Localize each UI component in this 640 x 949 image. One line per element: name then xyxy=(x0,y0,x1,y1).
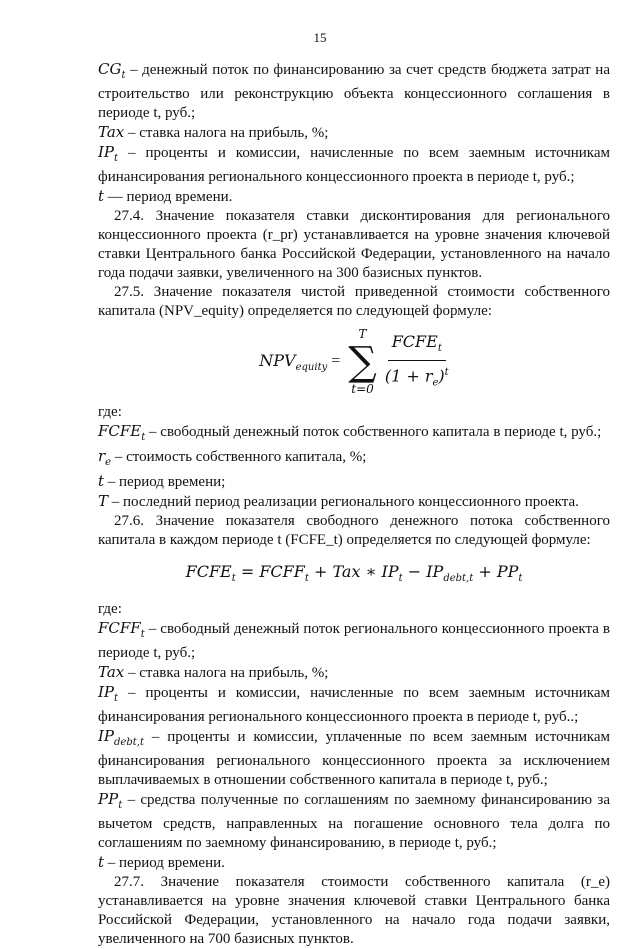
paragraph-27-7: 27.7. Значение показателя стоимости собственного капитала (r_e) устанавливается на уровне значения ключевой ставки Центрального банка Российской Федерации, установленного на начало года подачи заявки, увеличенного на 700 базисных пунктов. xyxy=(98,874,610,948)
def-t-3: t – период времени. xyxy=(98,853,225,872)
npv-formula: $NPV_{equity}$ = T ∑ t=0 $\frac{FCFE_t}{(1 + r_e)^t}$ xyxy=(98,325,610,399)
def-pp: $PP_t$ – средства полученные по соглашениям по заемному финансированию за вычетом средств, направленных на погашение основного тела долга по соглашениям по заемному финансированию, в периоде t, руб.; xyxy=(98,790,610,852)
where-label-1: где: xyxy=(98,404,122,420)
def-re: $r_e$ – стоимость собственного капитала, %; xyxy=(98,447,367,468)
def-ip: $IP_t$ – проценты и комиссии, начисленные по всем заемным источникам финансирования регионального концессионного проекта в периоде t, руб.; xyxy=(98,143,611,185)
document-body xyxy=(98,60,610,949)
where-label-2: где: xyxy=(98,601,122,618)
def-t: t — период времени. xyxy=(98,187,233,205)
def-T: T – последний период реализации регионального концессионного проекта. xyxy=(98,492,579,510)
def-fcff: $FCFF_t$ – свободный денежный поток регионального концессионного проекта в периоде t, руб.; xyxy=(98,619,611,662)
def-t-2: t – период времени; xyxy=(98,472,226,490)
paragraph-27-6: 27.6. Значение показателя свободного денежного потока собственного капитала в каждом периоде t (FCFE_t) определяется по следующей формуле: xyxy=(98,513,610,548)
def-ip-2: $IP_t$ – проценты и комиссии, начисленные по всем заемным источникам финансирования регионального концессионного проекта в периоде t, руб..; xyxy=(98,683,611,726)
paragraph-27-5: 27.5. Значение показателя чистой приведенной стоимости собственного капитала (NPV_equity) определяется по следующей формуле: xyxy=(98,284,610,319)
def-fcfe: $FCFE_t$ – свободный денежный поток собственного капитала в периоде t, руб.; xyxy=(98,422,602,443)
sum-sign: T ∑ t=0 xyxy=(348,327,377,396)
def-cg: $CG_t$ – денежный поток по финансированию за счет средств бюджета затрат на строительство или реконструкцию объекта концессионного соглашения в периоде t, руб.; xyxy=(98,60,610,121)
page-number: 15 xyxy=(313,30,327,45)
def-tax-2: Tax – ставка налога на прибыль, %; xyxy=(98,663,329,682)
paragraph-27-4: 27.4. Значение показателя ставки дисконтирования для регионального концессионного проекта (r_pr) устанавливается на уровне значения ключевой ставки Центрального банка Российской Федерации, установленного на начало года подачи заявки, увеличенного на 300 базисных пунктов. xyxy=(98,208,610,281)
fcfe-formula: $FCFE_t$ = $FCFF_t$ + Tax ∗ $IP_t - IP_{debt,t} + PP_t$ xyxy=(185,562,523,585)
def-ip-debt: $IP_{debt,t}$ – проценты и комиссии, уплаченные по всем заемным источникам финансирования регионального концессионного проекта за исключением выплачиваемых в отношении собственного капитала в периоде t, руб.; xyxy=(98,727,610,789)
def-tax: Tax – ставка налога на прибыль, %; xyxy=(98,123,329,141)
